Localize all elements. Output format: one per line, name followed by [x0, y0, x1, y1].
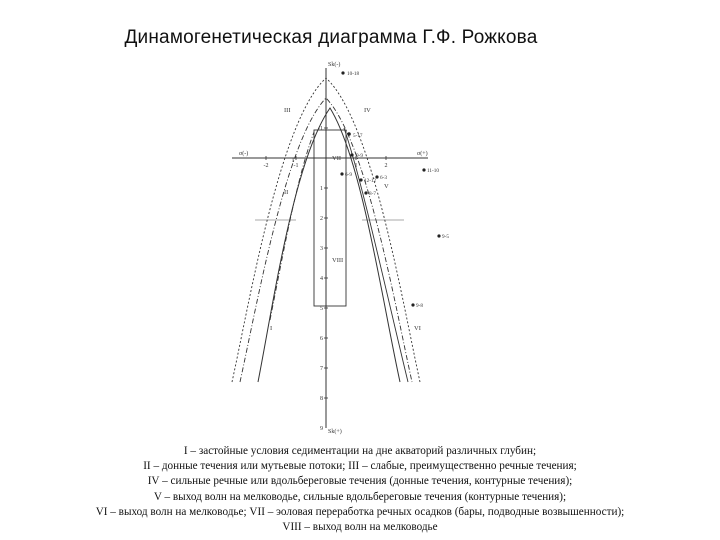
sample-point	[437, 234, 440, 237]
point-label: 11-10	[427, 168, 439, 174]
y-tick-label: 3	[320, 246, 323, 252]
point-label: 9-8	[416, 303, 423, 309]
y-axis-top-label: Sk(-)	[328, 62, 341, 68]
x-tick-label: -2	[263, 163, 269, 169]
sample-point	[350, 153, 353, 156]
legend-line: II – донные течения или мутьевые потоки; III – слабые, преимущественно речные течения;	[143, 460, 577, 473]
zone-label-viii: VIII	[332, 257, 344, 264]
y-tick-label: 7	[320, 366, 323, 372]
point-label: 8-7	[369, 191, 376, 197]
point-label: 6-3	[380, 175, 387, 181]
x-tick-label: 2	[384, 163, 388, 169]
y-tick-label: -1	[318, 126, 323, 132]
zone-label-v: V	[384, 183, 389, 190]
legend-line: VIII – выход волн на мелководье	[282, 521, 438, 534]
point-label: 10-18	[347, 71, 360, 77]
x-axis-left-label: σ(-)	[239, 151, 249, 157]
zone-viii-box	[314, 130, 346, 306]
sample-point	[364, 191, 367, 194]
y-axis-bottom-label: Sk(+)	[328, 429, 342, 435]
x-tick-label: -1	[293, 163, 299, 169]
point-label: 6-9	[345, 172, 352, 178]
zone-label-i-lower: I	[270, 325, 273, 332]
y-tick-label: 8	[320, 396, 323, 402]
sample-point	[341, 71, 344, 74]
x-axis-right-label: σ(+)	[417, 151, 428, 157]
point-label: 5-17	[353, 133, 363, 139]
sample-point	[422, 168, 425, 171]
x-tick-label: 1	[354, 163, 358, 169]
zone-label-vi: VI	[414, 325, 421, 332]
y-tick-label: 4	[320, 276, 323, 282]
zone-label-vii: VII	[332, 155, 342, 162]
sample-point	[359, 178, 362, 181]
point-label: 9-9	[356, 153, 363, 159]
inner-boundary-curve	[258, 108, 400, 382]
legend	[40, 444, 680, 535]
legend-line: V – выход волн на мелководье, сильные вдольбереговые течения (контурные течения);	[153, 490, 567, 503]
sample-point	[411, 303, 414, 306]
y-tick-label: 2	[320, 216, 323, 222]
y-tick-label: 5	[320, 306, 323, 312]
legend-line: VI – выход волн на мелководье; VII – эоловая переработка речных осадков (бары, подводные возвышенности);	[95, 505, 625, 518]
zone-label-i-upper: I	[292, 157, 295, 164]
point-label: 12-12	[364, 178, 377, 184]
zone-label-iii: III	[284, 107, 291, 114]
y-tick-label: 1	[320, 186, 323, 192]
y-tick-label: 6	[320, 336, 323, 342]
y-tick-label: 9	[320, 426, 323, 432]
zone-label-ii: II	[284, 189, 289, 196]
legend-line: IV – сильные речные или вдольбереговые течения (донные течения, контурные течения);	[147, 475, 573, 488]
slide-title: Динамогенетическая диаграмма Г.Ф. Рожкова	[124, 27, 538, 48]
zone-label-iv: IV	[364, 107, 371, 114]
sample-point	[347, 132, 351, 136]
point-label: 9-5	[442, 234, 449, 240]
legend-line: I – застойные условия седиментации на дне акваторий различных глубин;	[183, 445, 537, 457]
sample-point	[340, 172, 343, 175]
